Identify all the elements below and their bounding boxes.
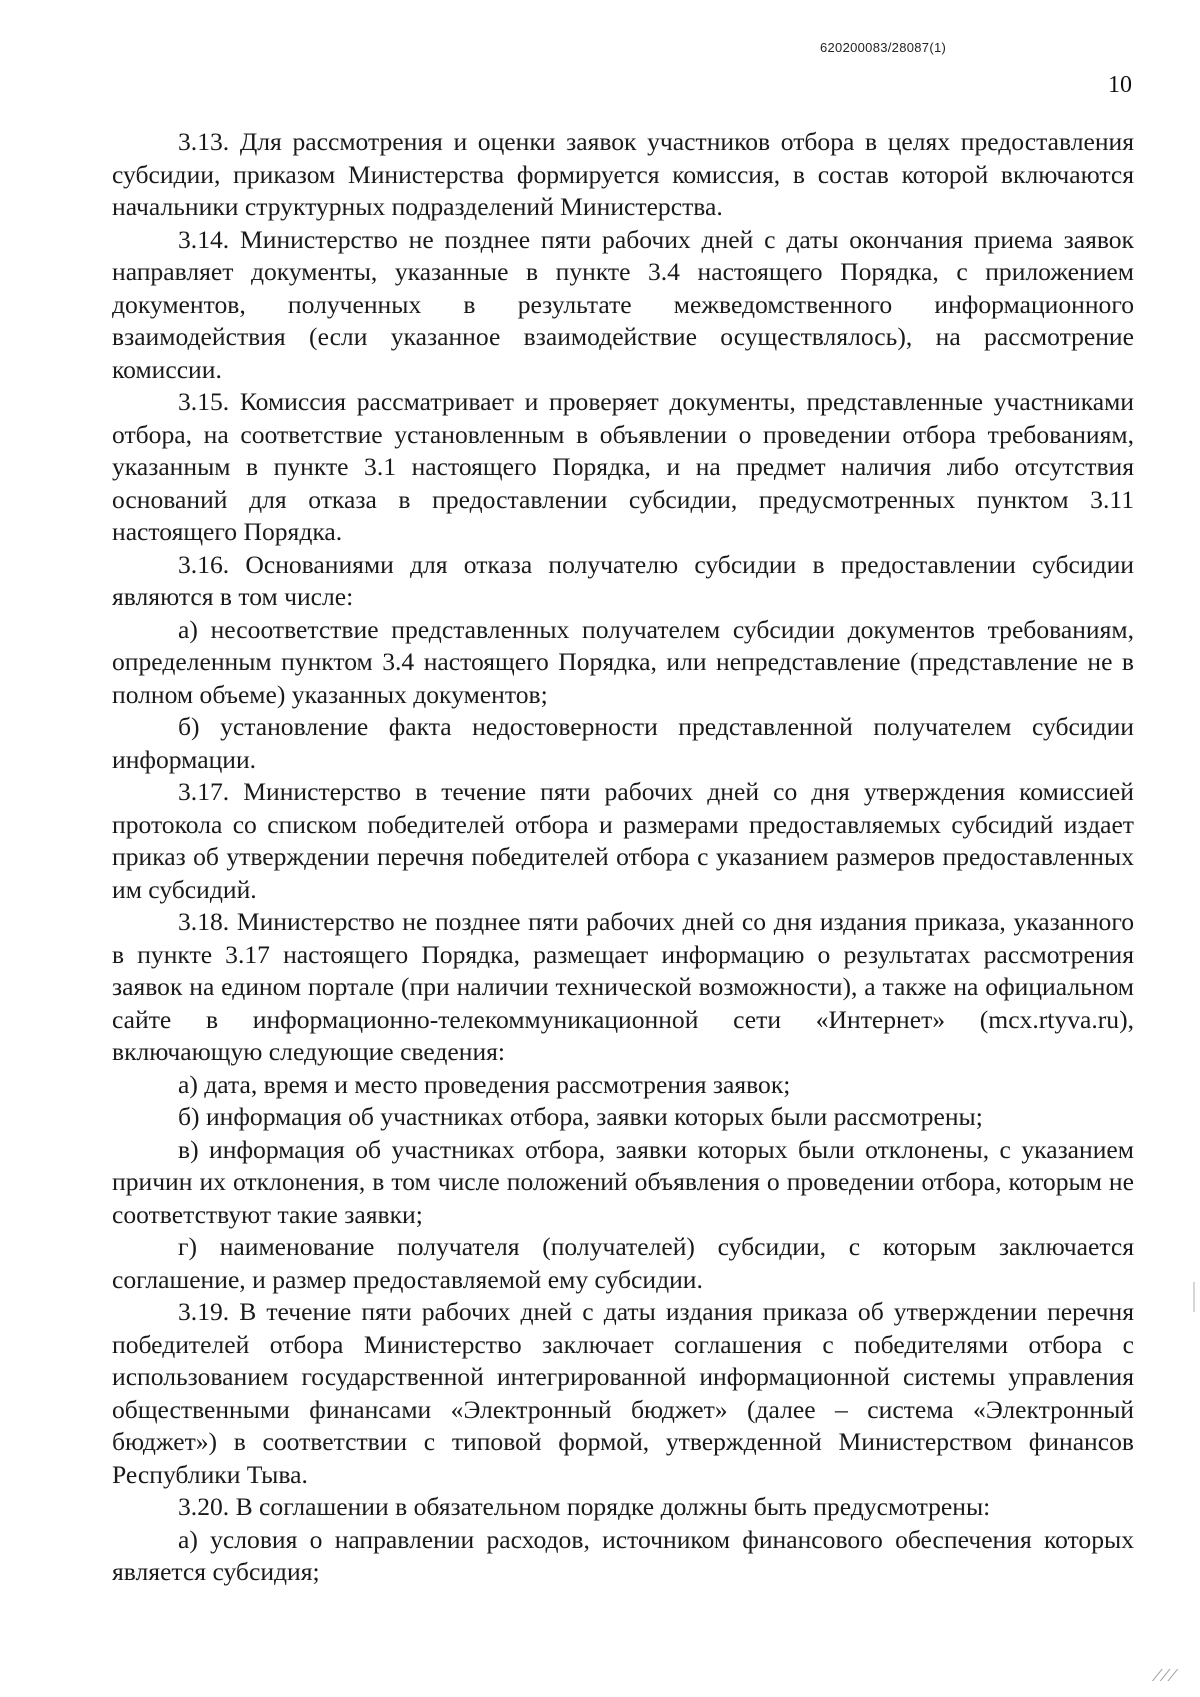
paragraph-3-18-v: в) информация об участниках отбора, заявки которых были отклонены, с указанием причин их отклонения, в том числе положений объявления о проведении отбора, которым не соответствуют такие заявки; xyxy=(112,1134,1134,1229)
scan-corner-mark: ⁄ ⁄ ⁄ xyxy=(1156,1666,1175,1685)
paragraph-3-16-b: б) установление факта недостоверности представленной получателем субсидии информации. xyxy=(112,712,1134,774)
paragraph-3-16: 3.16. Основаниями для отказа получателю субсидии в предоставлении субсидии являются в том числе: xyxy=(112,549,1134,611)
paragraph-3-19: 3.19. В течение пяти рабочих дней с даты издания приказа об утверждении перечня победителей отбора Министерство заключает соглашения с победителями отбора с использованием государственной интегрированной информационной системы управления общественными финансами «Электронный бюджет» (далее – система «Электронный бюджет») в соответствии с типовой формой, утвержденной Министерством финансов Республики Тыва. xyxy=(112,1297,1134,1489)
page-number: 10 xyxy=(1108,72,1132,98)
paragraph-3-14: 3.14. Министерство не позднее пяти рабочих дней с даты окончания приема заявок направляет документы, указанные в пункте 3.4 настоящего Порядка, с приложением документов, полученных в результате межведомственного информационного взаимодействия (если указанное взаимодействие осуществлялось), на рассмотрение комиссии. xyxy=(112,224,1134,384)
paragraph-3-18: 3.18. Министерство не позднее пяти рабочих дней со дня издания приказа, указанного в пункте 3.17 настоящего Порядка, размещает информацию о результатах рассмотрения заявок на едином портале (при наличии технической возможности), а также на официальном сайте в информационно-телекоммуникационной сети «Интернет» (mcx.rtyva.ru), включающую следующие сведения: xyxy=(112,907,1134,1066)
paragraph-3-20: 3.20. В соглашении в обязательном порядке должны быть предусмотрены: xyxy=(178,1492,991,1521)
document-id: 620200083/28087(1) xyxy=(820,40,947,55)
paragraph-3-16-a: а) несоответствие представленных получателем субсидии документов требованиям, определенным пунктом 3.4 настоящего Порядка, или непредставление (представление не в полном объеме) указанных документов; xyxy=(112,614,1134,709)
paragraph-3-18-a: а) дата, время и место проведения рассмотрения заявок; xyxy=(178,1069,791,1099)
paragraph-3-20-a: а) условия о направлении расходов, источником финансового обеспечения которых является субсидия; xyxy=(112,1524,1134,1586)
paragraph-3-15: 3.15. Комиссия рассматривает и проверяет документы, представленные участниками отбора, на соответствие установленным в объявлении о проведении отбора требованиям, указанным в пункте 3.1 настоящего Порядка, и на предмет наличия либо отсутствия оснований для отказа в предоставлении субсидии, предусмотренных пунктом 3.11 настоящего Порядка. xyxy=(112,387,1134,546)
paragraph-3-17: 3.17. Министерство в течение пяти рабочих дней со дня утверждения комиссией протокола со списком победителей отбора и размерами предоставляемых субсидий издает приказ об утверждении перечня победителей отбора с указанием размеров предоставленных им субсидий. xyxy=(112,777,1134,904)
paragraph-3-13: 3.13. Для рассмотрения и оценки заявок участников отбора в целях предоставления субсидии, приказом Министерства формируется комиссия, в состав которой включаются начальники структурных подразделений Министерства. xyxy=(112,127,1134,221)
document-body xyxy=(112,126,1134,1589)
paragraph-3-18-b: б) информация об участниках отбора, заявки которых были рассмотрены; xyxy=(178,1102,983,1131)
scan-edge-mark xyxy=(1193,1282,1195,1312)
paragraph-3-18-g: г) наименование получателя (получателей) субсидии, с которым заключается соглашение, и размер предоставляемой ему субсидии. xyxy=(112,1232,1134,1294)
